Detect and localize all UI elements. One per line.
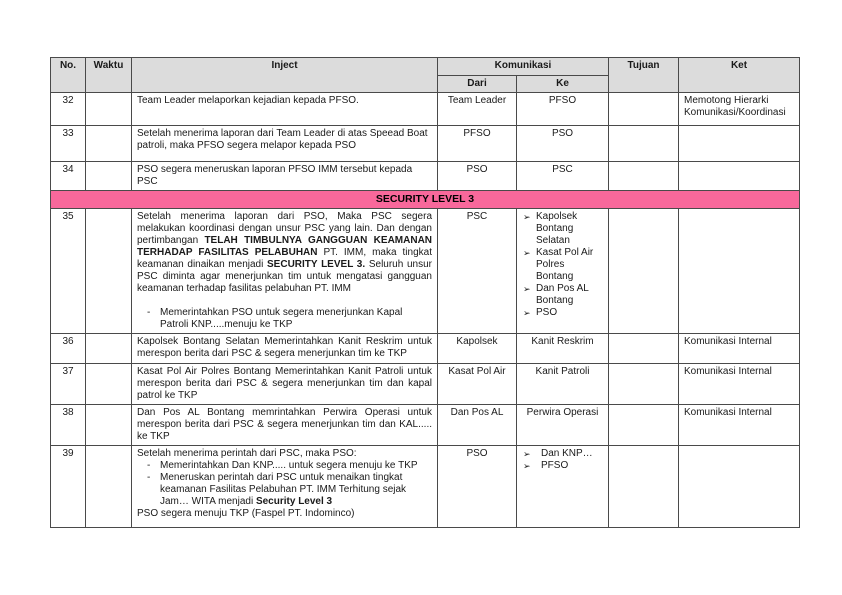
cell-waktu (86, 405, 132, 446)
cell-waktu (86, 364, 132, 405)
arrow-bullet-icon: ➢ (523, 248, 531, 258)
cell-ket (679, 162, 800, 191)
cell-no: 38 (51, 405, 86, 446)
inject-dash-item (147, 472, 432, 508)
cell-waktu (86, 334, 132, 364)
cell-no: 34 (51, 162, 86, 191)
cell-ke: PFSO (517, 93, 609, 126)
ke-item-text: Kasat Pol Air Polres Bontang (536, 247, 594, 282)
arrow-bullet-icon: ➢ (523, 461, 531, 471)
inject-dash-text: Memerintahkan Dan KNP..... untuk segera menuju ke TKP (160, 460, 418, 471)
cell-dari: Kapolsek (438, 334, 517, 364)
inject-bold-text: Security Level 3 (255, 496, 333, 507)
cell-ke: Perwira Operasi (517, 405, 609, 446)
cell-no: 39 (51, 446, 86, 528)
table-row-39 (51, 446, 800, 528)
inject-text: Setelah menerima laporan dari PSO, Maka PSC segera melakukan koordinasi dengan unsur PSC yang lain. Dan dengan pertimbangan (137, 211, 432, 246)
table-row-38 (51, 405, 800, 446)
table-row-35 (51, 209, 800, 334)
cell-inject: Team Leader melaporkan kejadian kepada PFSO. (132, 93, 438, 126)
table-header (51, 58, 800, 93)
inject-text: Seluruh unsur PSC diminta agar menerjunkan tim untuk mengatasi gangguan keamanan terhadap fasilitas pelabuhan PT. IMM (137, 259, 432, 294)
cell-ket (679, 209, 800, 334)
cell-ket (679, 446, 800, 528)
ke-list-item (523, 448, 603, 460)
cell-waktu (86, 126, 132, 162)
cell-tujuan (609, 209, 679, 334)
cell-dari: PFSO (438, 126, 517, 162)
header-row-1 (51, 58, 800, 76)
column-header-dari: Dari (438, 76, 517, 93)
cell-waktu (86, 162, 132, 191)
security-level-banner-row (51, 191, 800, 209)
cell-ket: Komunikasi Internal (679, 405, 800, 446)
cell-waktu (86, 209, 132, 334)
exercise-scenario-table (50, 57, 800, 528)
inject-dash-text: Memerintahkan PSO untuk segera menerjunkan Kapal Patroli KNP.....menuju ke TKP (160, 307, 403, 330)
column-header-komunikasi: Komunikasi (438, 58, 609, 76)
inject-dash-item (147, 307, 432, 331)
column-header-tujuan: Tujuan (609, 58, 679, 93)
ke-recipient-list (522, 211, 603, 319)
ke-list-item (523, 247, 603, 283)
table-row-36 (51, 334, 800, 364)
inject-dash-item (147, 460, 432, 472)
column-header-inject: Inject (132, 58, 438, 93)
cell-tujuan (609, 364, 679, 405)
cell-inject: PSO segera meneruskan laporan PFSO IMM tersebut kepada PSC (132, 162, 438, 191)
cell-waktu (86, 446, 132, 528)
inject-bold-text: SECURITY LEVEL 3. (267, 259, 366, 270)
column-header-no: No. (51, 58, 86, 93)
cell-waktu (86, 93, 132, 126)
dash-bullet: - (147, 307, 151, 318)
cell-ket: Memotong Hierarki Komunikasi/Koordinasi (679, 93, 800, 126)
arrow-bullet-icon: ➢ (523, 212, 531, 222)
cell-ke (517, 446, 609, 528)
cell-ket (679, 126, 800, 162)
ke-item-text: Dan KNP… (541, 448, 593, 459)
cell-no: 35 (51, 209, 86, 334)
inject-text: PT. IMM, maka tingkat keamanan dinaikan menjadi (137, 247, 432, 270)
cell-ke: Kanit Patroli (517, 364, 609, 405)
table-row-34 (51, 162, 800, 191)
ke-recipient-list (522, 448, 603, 472)
security-level-banner: SECURITY LEVEL 3 (51, 191, 800, 209)
cell-tujuan (609, 162, 679, 191)
cell-dari: PSC (438, 209, 517, 334)
cell-ke: Kanit Reskrim (517, 334, 609, 364)
table-row-32 (51, 93, 800, 126)
column-header-ket: Ket (679, 58, 800, 93)
cell-ket: Komunikasi Internal (679, 364, 800, 405)
cell-dari: Dan Pos AL (438, 405, 517, 446)
cell-inject (132, 209, 438, 334)
cell-ke: PSO (517, 126, 609, 162)
cell-tujuan (609, 446, 679, 528)
ke-list-item (523, 211, 603, 247)
cell-ke: PSC (517, 162, 609, 191)
column-header-waktu: Waktu (86, 58, 132, 93)
cell-tujuan (609, 93, 679, 126)
table-row-33 (51, 126, 800, 162)
cell-inject: Dan Pos AL Bontang memrintahkan Perwira Operasi untuk merespon berita dari PSC & segera menerjunkan tim dan KAL..... ke TKP (132, 405, 438, 446)
cell-ke (517, 209, 609, 334)
ke-list-item (523, 460, 603, 472)
cell-tujuan (609, 126, 679, 162)
ke-list-item (523, 307, 603, 319)
dash-bullet: - (147, 460, 151, 471)
inject-text: Meneruskan perintah dari PSC untuk menaikan tingkat keamanan Fasilitas Pelabuhan PT. IMM Terhitung sejak Jam… WITA menjadi (160, 472, 407, 507)
cell-dari: Team Leader (438, 93, 517, 126)
ke-item-text: PFSO (541, 460, 569, 471)
ke-list-item (523, 283, 603, 307)
cell-ket: Komunikasi Internal (679, 334, 800, 364)
inject-intro: Setelah menerima perintah dari PSC, maka PSO: (137, 448, 357, 459)
cell-inject: Kasat Pol Air Polres Bontang Memerintahkan Kanit Patroli untuk merespon berita dari PSC & segera menerjunkan tim dan kapal patrol ke TKP (132, 364, 438, 405)
cell-no: 33 (51, 126, 86, 162)
cell-dari: Kasat Pol Air (438, 364, 517, 405)
inject-paragraph (137, 211, 432, 295)
cell-tujuan (609, 334, 679, 364)
cell-inject (132, 446, 438, 528)
arrow-bullet-icon: ➢ (523, 284, 531, 294)
cell-dari: PSO (438, 162, 517, 191)
ke-item-text: Kapolsek Bontang Selatan (536, 211, 578, 246)
ke-item-text: PSO (536, 307, 558, 318)
ke-item-text: Dan Pos AL Bontang (536, 283, 589, 306)
arrow-bullet-icon: ➢ (523, 449, 531, 459)
inject-bold-text: TELAH TIMBULNYA GANGGUAN KEAMANAN TERHADAP FASILITAS PELABUHAN (137, 235, 433, 258)
column-header-ke: Ke (517, 76, 609, 93)
table-row-37 (51, 364, 800, 405)
cell-tujuan (609, 405, 679, 446)
cell-inject: Setelah menerima laporan dari Team Leader di atas Speead Boat patroli, maka PFSO segera melapor kepada PSO (132, 126, 438, 162)
inject-outro: PSO segera menuju TKP (Faspel PT. Indominco) (137, 508, 355, 519)
arrow-bullet-icon: ➢ (523, 308, 531, 318)
cell-no: 37 (51, 364, 86, 405)
cell-no: 36 (51, 334, 86, 364)
cell-no: 32 (51, 93, 86, 126)
dash-bullet: - (147, 472, 151, 483)
cell-dari: PSO (438, 446, 517, 528)
cell-inject: Kapolsek Bontang Selatan Memerintahkan Kanit Reskrim untuk merespon berita dari PSC & segera menerjunkan tim ke TKP (132, 334, 438, 364)
inject-dash-text (160, 472, 432, 508)
